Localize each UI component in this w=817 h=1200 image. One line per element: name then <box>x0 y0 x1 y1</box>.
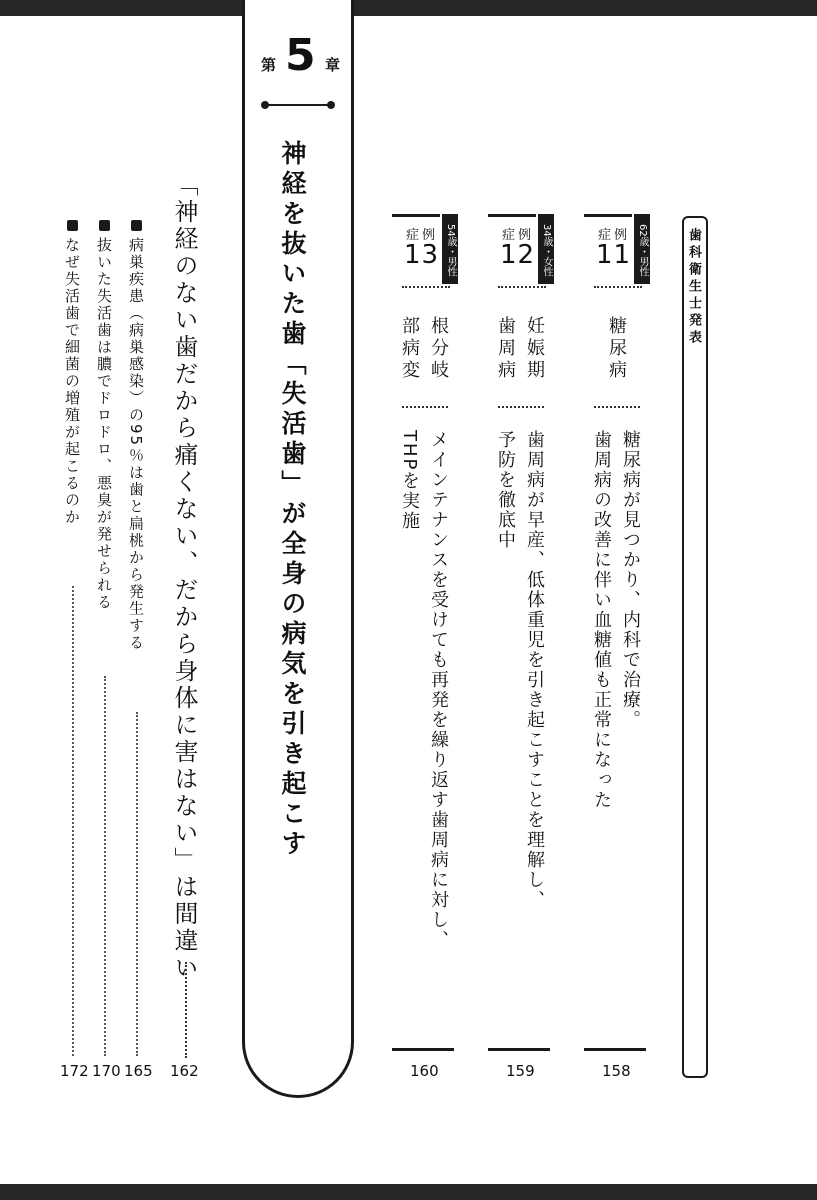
case-tag: 54歳・男性 <box>442 214 458 284</box>
case-dots <box>402 286 450 288</box>
case-dots <box>594 286 642 288</box>
chapter-divider <box>265 104 331 106</box>
toc-bullet-1[interactable] <box>128 220 143 651</box>
case-12-divider <box>498 406 544 408</box>
top-border <box>0 0 817 16</box>
case-11-divider <box>594 406 640 408</box>
bullet-square-icon <box>67 220 78 231</box>
case-13-divider <box>402 406 448 408</box>
case-dots <box>498 286 546 288</box>
toc-bullet-1-text: 病巣疾患（病巣感染）の95％は歯と扁桃から発生する <box>127 237 145 652</box>
chapter-panel <box>242 0 354 1098</box>
case-label: 症例 <box>406 228 439 243</box>
case-12-description-2: 予防を徹底中 <box>495 430 516 550</box>
case-11-header <box>584 214 648 292</box>
case-12-condition-2: 歯周病 <box>495 316 516 382</box>
case-11-description-1: 糖尿病が見つかり、内科で治療。 <box>620 430 641 730</box>
toc-bullet-2-leader <box>104 676 106 1056</box>
bullet-square-icon <box>131 220 142 231</box>
case-12-condition-1: 妊娠期 <box>524 316 545 382</box>
chapter-number: 5 <box>285 30 316 81</box>
case-tag: 34歳・女性 <box>538 214 554 284</box>
section-box <box>682 216 708 1078</box>
case-label: 症例 <box>502 228 535 243</box>
case-header-bar <box>584 214 632 217</box>
case-label: 症例 <box>598 228 631 243</box>
chapter-suffix: 章 <box>325 56 341 74</box>
case-11-foot-bar <box>584 1048 646 1051</box>
toc-bullet-3-page: 172 <box>60 1062 89 1080</box>
case-11-page: 158 <box>602 1062 631 1080</box>
chapter-prefix: 第 <box>261 56 277 74</box>
case-tag: 62歳・男性 <box>634 214 650 284</box>
toc-bullet-3-leader <box>72 586 74 1056</box>
chapter-title: 神経を抜いた歯「失活歯」が全身の病気を引き起こす <box>278 140 307 860</box>
case-13-page: 160 <box>410 1062 439 1080</box>
case-13-description-1: メインテナンスを受けても再発を繰り返す歯周病に対し、 <box>428 430 449 950</box>
toc-bullet-2-text: 抜いた失活歯は膿でドロドロ、悪臭が発せられる <box>95 237 113 611</box>
case-11-condition: 糖尿病 <box>606 316 627 382</box>
case-number: 11 <box>596 240 632 270</box>
case-13-foot-bar <box>392 1048 454 1051</box>
toc-bullet-3-text: なぜ失活歯で細菌の増殖が起こるのか <box>63 237 81 526</box>
toc-bullet-1-leader <box>136 712 138 1056</box>
case-number: 13 <box>404 240 440 270</box>
toc-main-leader <box>185 962 187 1058</box>
case-header-bar <box>488 214 536 217</box>
toc-bullet-2[interactable] <box>96 220 111 611</box>
toc-bullet-1-page: 165 <box>124 1062 153 1080</box>
toc-main-entry[interactable]: 「神経のない歯だから痛くない、だから身体に害はない」は間違い <box>170 172 198 982</box>
toc-bullet-3[interactable] <box>64 220 79 526</box>
case-13-condition-1: 根分岐 <box>428 316 449 382</box>
section-label: 歯科衛生士発表 <box>686 228 701 347</box>
case-12-page: 159 <box>506 1062 535 1080</box>
toc-main-page: 162 <box>170 1062 199 1080</box>
case-13-header <box>392 214 456 292</box>
bottom-border <box>0 1184 817 1200</box>
case-11-description-2: 歯周病の改善に伴い血糖値も正常になった <box>591 430 612 810</box>
case-13-description-2: THPを実施 <box>399 430 420 532</box>
case-12-description-1: 歯周病が早産、低体重児を引き起こすことを理解し、 <box>524 430 545 910</box>
case-number: 12 <box>500 240 536 270</box>
case-12-foot-bar <box>488 1048 550 1051</box>
chapter-heading <box>245 30 351 86</box>
case-12-header <box>488 214 552 292</box>
case-header-bar <box>392 214 440 217</box>
bullet-square-icon <box>99 220 110 231</box>
toc-bullet-2-page: 170 <box>92 1062 121 1080</box>
case-13-condition-2: 部病変 <box>399 316 420 382</box>
